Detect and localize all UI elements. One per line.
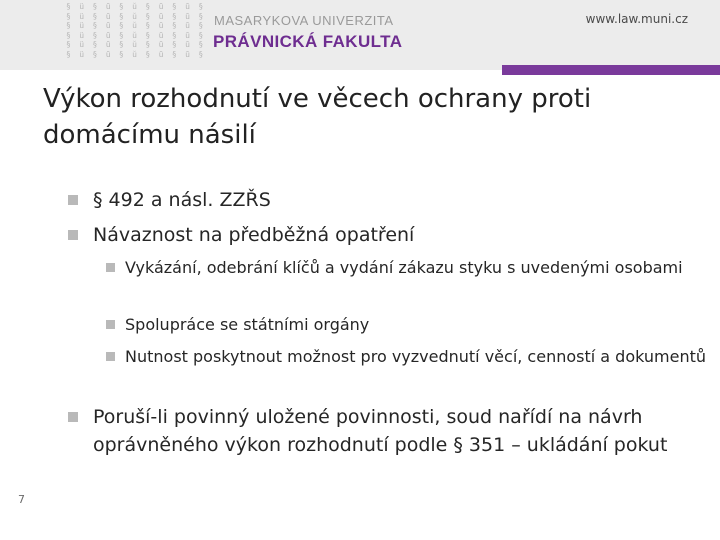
university-name: MASARYKOVA UNIVERZITA (214, 13, 394, 28)
list-item (125, 345, 719, 393)
site-url[interactable]: www.law.muni.cz (585, 12, 688, 26)
list-item (93, 186, 713, 214)
header-band (0, 0, 720, 70)
bullet-icon (68, 412, 78, 422)
bullet-text: Nutnost poskytnout možnost pro vyzvednutí věcí, cenností a dokumentů (125, 347, 707, 366)
logo-pattern: § ü § ū § ŭ § ū § ū § § ü § ū § ŭ § ū § ū § § ü § ū § ŭ § ū § ū § § ü § ū § ŭ § ū § ū § § ü § ū § ŭ § ū § ū § § ü § ū § ŭ § ū § ū § (66, 2, 205, 59)
faculty-name: PRÁVNICKÁ FAKULTA (213, 32, 403, 51)
bullet-icon (106, 352, 115, 361)
bullet-icon (68, 230, 78, 240)
accent-bar (502, 65, 720, 75)
bullet-text: § 492 a násl. ZZŘS (93, 189, 271, 211)
bullet-icon (106, 263, 115, 272)
list-item (93, 221, 713, 249)
bullet-icon (106, 320, 115, 329)
bullet-text: Návaznost na předběžná opatření (93, 224, 415, 246)
bullet-text: Vykázání, odebrání klíčů a vydání zákazu styku s uvedenými osobami (125, 258, 683, 277)
list-item (125, 256, 719, 304)
list-item (93, 403, 719, 487)
bullet-text: Poruší-li povinný uložené povinnosti, soud nařídí na návrh oprávněného výkon rozhodnutí podle § 351 – ukládání pokut (93, 406, 668, 456)
slide-title: Výkon rozhodnutí ve věcech ochrany proti domácímu násilí (43, 84, 592, 150)
bullet-icon (68, 195, 78, 205)
list-item (125, 313, 719, 337)
slide-number: 7 (18, 493, 25, 506)
bullet-text: Spolupráce se státními orgány (125, 315, 370, 334)
